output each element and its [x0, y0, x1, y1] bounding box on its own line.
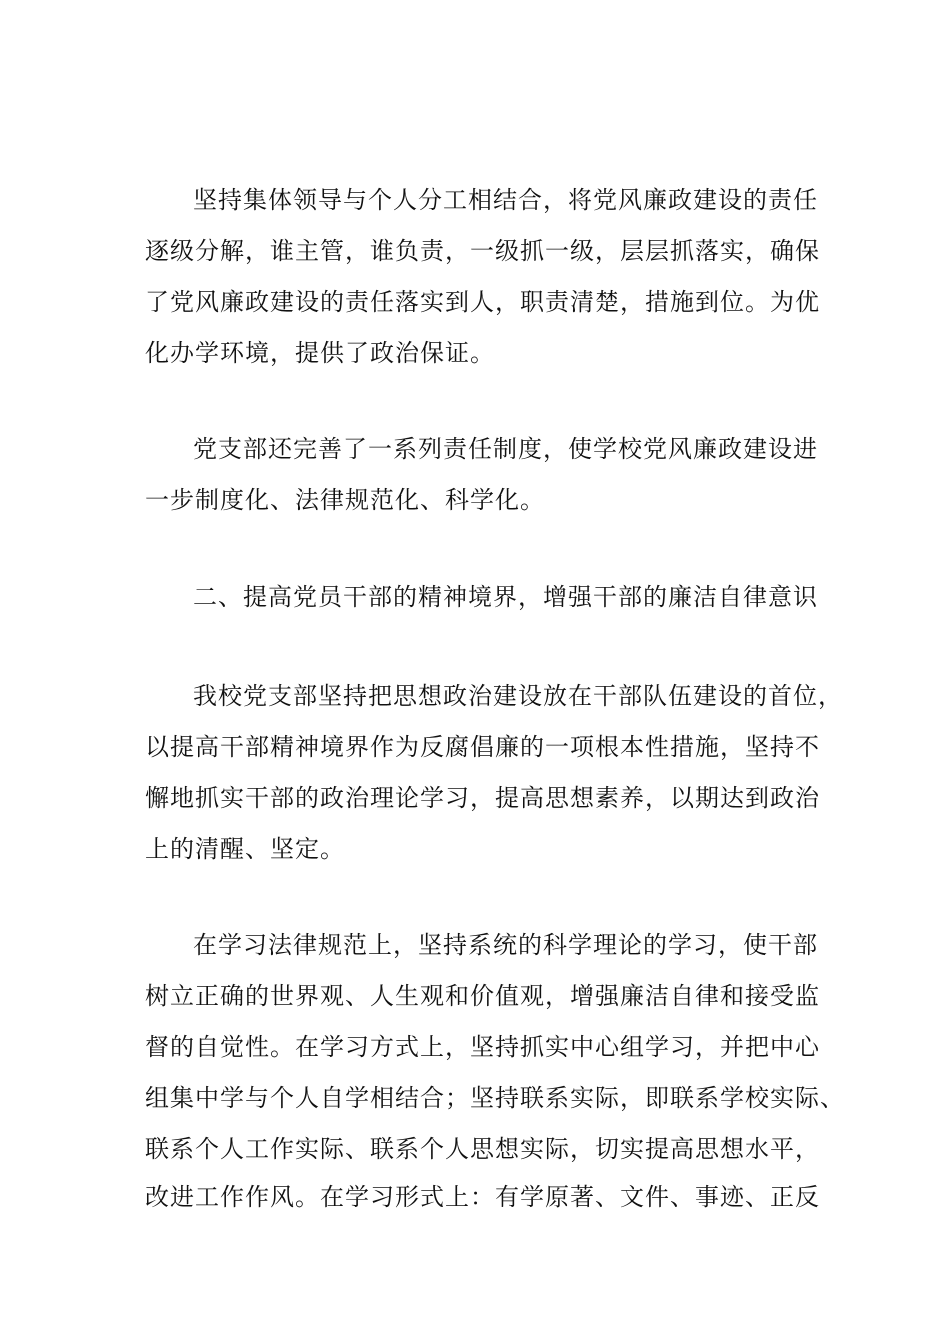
paragraph-3-line-4: 上的清醒、坚定。	[145, 835, 345, 863]
section-heading: 二、提高党员干部的精神境界，增强干部的廉洁自律意识	[193, 583, 818, 611]
paragraph-4-line-1: 在学习法律规范上，坚持系统的科学理论的学习，使干部	[193, 931, 818, 959]
paragraph-1-line-2: 逐级分解，谁主管，谁负责，一级抓一级，层层抓落实，确保	[145, 237, 820, 265]
paragraph-4-line-5: 联系个人工作实际、联系个人思想实际，切实提高思想水平，	[145, 1135, 820, 1163]
paragraph-1-line-1: 坚持集体领导与个人分工相结合，将党风廉政建设的责任	[193, 186, 818, 214]
paragraph-4-line-2: 树立正确的世界观、人生观和价值观，增强廉洁自律和接受监	[145, 982, 820, 1010]
paragraph-3-line-1: 我校党支部坚持把思想政治建设放在干部队伍建设的首位，	[193, 682, 843, 710]
paragraph-1-line-3: 了党风廉政建设的责任落实到人，职责清楚，措施到位。为优	[145, 288, 820, 316]
paragraph-4-line-3: 督的自觉性。在学习方式上，坚持抓实中心组学习，并把中心	[145, 1033, 820, 1061]
paragraph-3-line-3: 懈地抓实干部的政治理论学习，提高思想素养，以期达到政治	[145, 784, 820, 812]
paragraph-2-line-2: 一步制度化、法律规范化、科学化。	[145, 486, 545, 514]
paragraph-4-line-4: 组集中学与个人自学相结合；坚持联系实际，即联系学校实际、	[145, 1084, 845, 1112]
paragraph-2-line-1: 党支部还完善了一系列责任制度，使学校党风廉政建设进	[193, 435, 818, 463]
paragraph-4-line-6: 改进工作作风。在学习形式上：有学原著、文件、事迹、正反	[145, 1183, 820, 1211]
paragraph-1-line-4: 化办学环境，提供了政治保证。	[145, 339, 495, 367]
paragraph-3-line-2: 以提高干部精神境界作为反腐倡廉的一项根本性措施，坚持不	[145, 733, 820, 761]
